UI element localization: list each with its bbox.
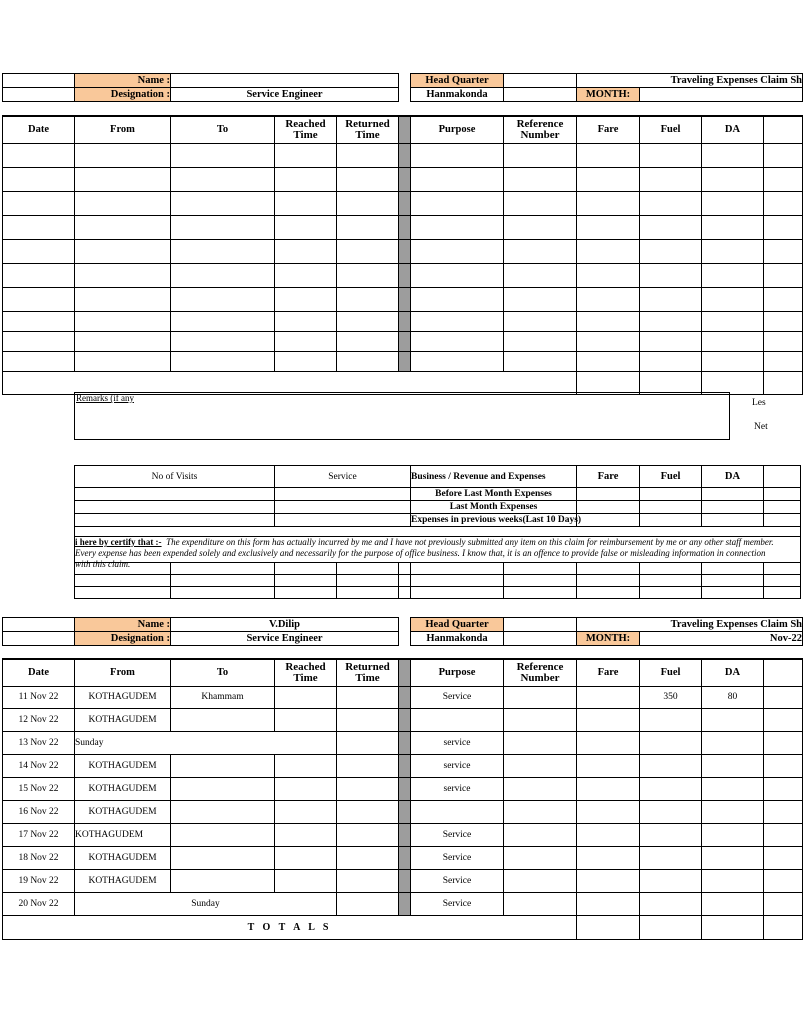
hq-value[interactable]: Hanmakonda (411, 88, 504, 102)
cell-to[interactable] (171, 846, 275, 869)
totals-label: T O T A L S (3, 915, 577, 939)
col-purpose: Purpose (411, 659, 504, 686)
cell-fuel[interactable] (640, 846, 702, 869)
col-da: DA (702, 659, 764, 686)
table-row (3, 331, 803, 351)
cell-da[interactable] (702, 846, 764, 869)
cell-purpose[interactable]: Service (411, 823, 504, 846)
cell-from[interactable]: Sunday (75, 892, 337, 915)
cell-purpose[interactable] (411, 708, 504, 731)
cell-da[interactable] (702, 731, 764, 754)
total-fare (577, 915, 640, 939)
table-row (3, 754, 803, 777)
cell-date[interactable]: 16 Nov 22 (3, 800, 75, 823)
cell-purpose[interactable]: service (411, 777, 504, 800)
name-label: Name : (75, 74, 171, 88)
cell-purpose[interactable]: Service (411, 846, 504, 869)
cell-to[interactable] (171, 869, 275, 892)
separator-cell (399, 731, 411, 754)
cell-extra (764, 823, 803, 846)
separator-cell (399, 869, 411, 892)
cell-fare[interactable] (577, 686, 640, 708)
certify-body: The expenditure on this form has actually incurred by me and I have not previously submitted any item on this claim for reimbursement by me or any other staff member. Every expense has been expended solely and exclusively and necessarily for the purpose of office business. I know that, it is an offence to provide false or misleading information in connection with this claim. (75, 537, 774, 569)
summary-service: Service (275, 466, 411, 488)
col-to: To (171, 116, 275, 143)
cell-da[interactable] (702, 708, 764, 731)
sheet2-grid (2, 658, 803, 940)
hq-value[interactable]: Hanmakonda (411, 632, 504, 646)
cell-reference[interactable] (504, 754, 577, 777)
cell-fuel[interactable]: 350 (640, 686, 702, 708)
cell-reference[interactable] (504, 777, 577, 800)
cell-fuel[interactable] (640, 823, 702, 846)
col-reached: Reached Time (275, 659, 337, 686)
table-row (3, 263, 803, 287)
cell-purpose[interactable]: Service (411, 892, 504, 915)
cell-purpose[interactable]: service (411, 731, 504, 754)
table-row (3, 708, 803, 731)
cell-extra (764, 731, 803, 754)
sheet2-rows (3, 686, 803, 915)
cell-extra (764, 777, 803, 800)
cell-reference[interactable] (504, 869, 577, 892)
cell-fuel[interactable] (640, 754, 702, 777)
cell-fare[interactable] (577, 777, 640, 800)
cell-da[interactable] (702, 869, 764, 892)
table-row (3, 846, 803, 869)
cell-reached[interactable] (275, 846, 337, 869)
cell-reached[interactable] (275, 708, 337, 731)
name-label: Name : (75, 618, 171, 632)
name-value[interactable]: V.Dilip (171, 618, 399, 632)
col-date: Date (3, 116, 75, 143)
cell-extra (764, 686, 803, 708)
cell-da[interactable] (702, 823, 764, 846)
cell-returned[interactable] (337, 754, 399, 777)
table-row (3, 777, 803, 800)
col-fuel: Fuel (640, 116, 702, 143)
summary-fuel: Fuel (640, 466, 702, 488)
sheet-title: Traveling Expenses Claim Sh (577, 618, 803, 632)
table-row (3, 167, 803, 191)
cell-fuel[interactable] (640, 800, 702, 823)
col-date: Date (3, 659, 75, 686)
cell-extra (764, 800, 803, 823)
cell-fare[interactable] (577, 823, 640, 846)
cell-reference[interactable] (504, 800, 577, 823)
month-value[interactable]: Nov-22 (640, 632, 803, 646)
cell-returned[interactable] (337, 869, 399, 892)
certify-lead: i here by certify that :- (75, 537, 162, 547)
cell-fare[interactable] (577, 754, 640, 777)
cell-fare[interactable] (577, 892, 640, 915)
cell-from[interactable]: Sunday (75, 731, 337, 754)
net-label: Net (754, 422, 768, 432)
cell-reached[interactable] (275, 800, 337, 823)
table-row (3, 239, 803, 263)
cell-to[interactable] (171, 800, 275, 823)
cell-date[interactable]: 14 Nov 22 (3, 754, 75, 777)
col-reached: Reached Time (275, 116, 337, 143)
cell-fare[interactable] (577, 869, 640, 892)
separator-cell (399, 846, 411, 869)
table-row (3, 892, 803, 915)
remarks-label: Remarks (if any (76, 393, 134, 403)
cell-extra (764, 846, 803, 869)
cell-from[interactable]: KOTHAGUDEM (75, 754, 171, 777)
separator-cell (399, 892, 411, 915)
cell-purpose[interactable] (411, 800, 504, 823)
designation-value[interactable]: Service Engineer (171, 88, 399, 102)
cell-date[interactable]: 17 Nov 22 (3, 823, 75, 846)
separator-cell (399, 823, 411, 846)
cell-extra (764, 892, 803, 915)
table-row (3, 800, 803, 823)
summary-visits: No of Visits (75, 466, 275, 488)
certification-text (75, 537, 775, 570)
cell-returned[interactable] (337, 708, 399, 731)
cell-extra (764, 869, 803, 892)
cell-da[interactable] (702, 892, 764, 915)
cell-returned[interactable] (337, 777, 399, 800)
cell-reference[interactable] (504, 708, 577, 731)
table-row (3, 287, 803, 311)
cell-to[interactable] (171, 823, 275, 846)
summary-da: DA (702, 466, 764, 488)
cell-reference[interactable] (504, 823, 577, 846)
cell-purpose[interactable]: service (411, 754, 504, 777)
cell-fuel[interactable] (640, 869, 702, 892)
cell-fuel[interactable] (640, 892, 702, 915)
cell-date[interactable]: 20 Nov 22 (3, 892, 75, 915)
cell-reference[interactable] (504, 846, 577, 869)
col-returned: Returned Time (337, 116, 399, 143)
col-fare: Fare (577, 116, 640, 143)
table-row (3, 823, 803, 846)
cell-fuel[interactable] (640, 708, 702, 731)
cell-reached[interactable] (275, 823, 337, 846)
cell-date[interactable]: 13 Nov 22 (3, 731, 75, 754)
table-row (3, 351, 803, 371)
separator-cell (399, 708, 411, 731)
summary-business: Business / Revenue and Expenses (411, 466, 577, 488)
cell-to[interactable] (171, 777, 275, 800)
cell-reference[interactable] (504, 731, 577, 754)
hq-label: Head Quarter (411, 74, 504, 88)
sheet-title: Traveling Expenses Claim Sh (577, 74, 803, 88)
cell-reached[interactable] (275, 686, 337, 708)
cell-fuel[interactable] (640, 777, 702, 800)
cell-purpose[interactable]: Service (411, 869, 504, 892)
remarks-field[interactable] (75, 393, 730, 440)
cell-from[interactable]: KOTHAGUDEM (75, 777, 171, 800)
table-row (3, 869, 803, 892)
summary-fare: Fare (577, 466, 640, 488)
month-label: MONTH: (577, 88, 640, 102)
sheet1-rows (3, 143, 803, 371)
cell-from[interactable]: KOTHAGUDEM (75, 708, 171, 731)
designation-label: Designation : (75, 88, 171, 102)
designation-label: Designation : (75, 632, 171, 646)
cell-returned[interactable] (337, 846, 399, 869)
sheet1-header (2, 73, 803, 102)
col-purpose: Purpose (411, 116, 504, 143)
cell-da[interactable] (702, 754, 764, 777)
cell-reached[interactable] (275, 869, 337, 892)
cell-reference[interactable] (504, 892, 577, 915)
cell-extra (764, 754, 803, 777)
separator-col (399, 116, 411, 143)
cell-reached[interactable] (275, 777, 337, 800)
cell-reference[interactable] (504, 686, 577, 708)
table-row (3, 191, 803, 215)
sheet2-header (2, 617, 803, 646)
cell-from[interactable]: KOTHAGUDEM (75, 800, 171, 823)
cell-da[interactable] (702, 777, 764, 800)
cell-fare[interactable] (577, 731, 640, 754)
table-row (3, 215, 803, 239)
cell-da[interactable]: 80 (702, 686, 764, 708)
col-da: DA (702, 116, 764, 143)
cell-date[interactable]: 18 Nov 22 (3, 846, 75, 869)
name-value[interactable] (171, 74, 399, 88)
cell-from[interactable]: KOTHAGUDEM (75, 686, 171, 708)
col-returned: Returned Time (337, 659, 399, 686)
cell-from[interactable]: KOTHAGUDEM (75, 846, 171, 869)
col-from: From (75, 659, 171, 686)
separator-cell (399, 777, 411, 800)
col-reference: Reference Number (504, 659, 577, 686)
summary-table (74, 465, 801, 599)
cell-from[interactable]: KOTHAGUDEM (75, 823, 171, 846)
total-da (702, 915, 764, 939)
cell-returned[interactable] (337, 731, 399, 754)
cell-da[interactable] (702, 800, 764, 823)
col-to: To (171, 659, 275, 686)
last-month-expenses: Last Month Expenses (411, 501, 577, 514)
hq-label: Head Quarter (411, 618, 504, 632)
before-last-month-expenses: Before Last Month Expenses (411, 488, 577, 501)
cell-reached[interactable] (275, 754, 337, 777)
cell-returned[interactable] (337, 800, 399, 823)
separator-cell (399, 754, 411, 777)
total-fuel (640, 915, 702, 939)
designation-value[interactable]: Service Engineer (171, 632, 399, 646)
cell-to[interactable]: Khammam (171, 686, 275, 708)
separator-cell (399, 686, 411, 708)
cell-date[interactable]: 11 Nov 22 (3, 686, 75, 708)
month-label: MONTH: (577, 632, 640, 646)
cell-extra (764, 708, 803, 731)
cell-to[interactable] (171, 754, 275, 777)
table-row (3, 143, 803, 167)
less-label: Les (752, 398, 766, 408)
cell-purpose[interactable]: Service (411, 686, 504, 708)
cell-date[interactable]: 19 Nov 22 (3, 869, 75, 892)
cell-date[interactable]: 15 Nov 22 (3, 777, 75, 800)
remarks-box (74, 392, 730, 440)
sheet1-grid (2, 115, 803, 395)
cell-fare[interactable] (577, 846, 640, 869)
table-row (3, 686, 803, 708)
cell-to[interactable] (171, 708, 275, 731)
cell-returned[interactable] (337, 892, 399, 915)
col-fuel: Fuel (640, 659, 702, 686)
cell-from[interactable]: KOTHAGUDEM (75, 869, 171, 892)
cell-returned[interactable] (337, 823, 399, 846)
separator-col (399, 659, 411, 686)
cell-fare[interactable] (577, 800, 640, 823)
cell-returned[interactable] (337, 686, 399, 708)
cell-date[interactable]: 12 Nov 22 (3, 708, 75, 731)
table-row (3, 311, 803, 331)
month-value[interactable] (640, 88, 803, 102)
col-reference: Reference Number (504, 116, 577, 143)
cell-fuel[interactable] (640, 731, 702, 754)
separator-cell (399, 800, 411, 823)
table-row (3, 731, 803, 754)
sheet1-totals-row (3, 371, 577, 394)
cell-fare[interactable] (577, 708, 640, 731)
previous-weeks-expenses: Expenses in previous weeks(Last 10 Days) (411, 515, 582, 525)
col-fare: Fare (577, 659, 640, 686)
col-from: From (75, 116, 171, 143)
